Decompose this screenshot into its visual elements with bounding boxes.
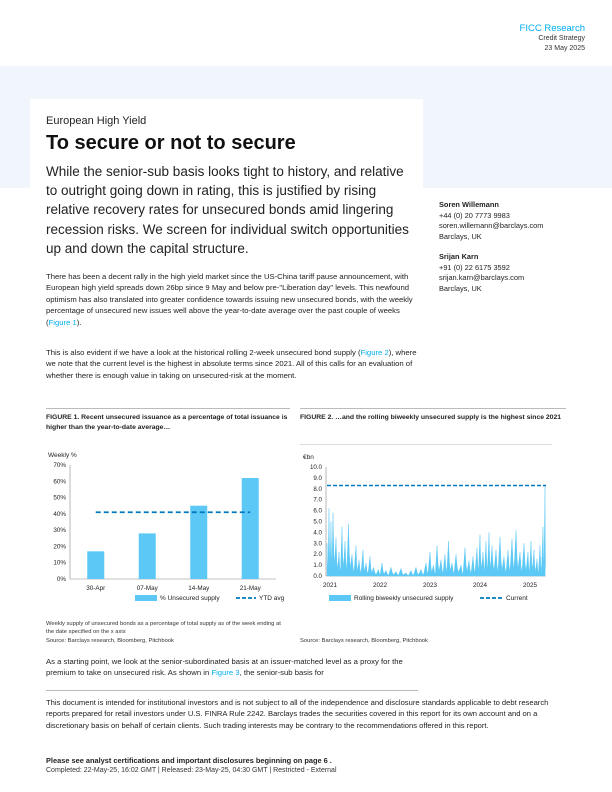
figure-1-source: Source: Barclays research, Bloomberg, Pitchbook [46,638,174,644]
bar [87,551,104,579]
figure-2-rule [300,408,566,409]
y-tick-label: 0% [56,576,66,583]
author-phone: +44 (0) 20 7773 9983 [439,210,510,220]
bar [190,506,207,579]
y-tick-label: 8.0 [313,485,322,493]
legend-label-area: Rolling biweekly unsecured supply [354,595,454,602]
author-name: Soren Willemann [439,200,499,209]
y-tick-label: 9.0 [313,474,322,482]
document-meta: Completed: 22-May-25, 16:02 GMT | Released: 23-May-25, 04:30 GMT | Restricted - External [46,767,337,774]
figure-1-label: FIGURE 1. [46,414,80,421]
body-paragraph-2 [46,347,418,381]
author-org: Barclays, UK [439,283,482,293]
x-tick-label: 30-Apr [86,585,106,592]
x-tick-label: 2024 [472,582,488,589]
x-tick-label: 07-May [136,585,158,592]
x-tick-label: 2025 [522,582,538,589]
para1-text: There has been a decent rally in the high yield market since the US-China tariff pause announcement, with European high yield spreads down 26bp since 9 May and below pre-"Liberation day" levels. This newfound optimism has also translated into greater confidence towards issuing new unsecured bonds, with the weekly percentage of unsecured new issues well above the year-to-date average over the past couple of weeks ( [46,272,413,327]
x-tick-label: 14-May [188,585,210,592]
figure-2-link[interactable]: Figure 2 [360,348,389,357]
figure-1-title-text: Recent unsecured issuance as a percentage of total issuance is higher than the year-to-date average… [46,414,288,431]
y-axis-unit: Weekly % [48,452,77,459]
figure-1-chart [40,447,290,615]
brand-label: FICC Research [519,23,585,34]
para2-pre: This is also evident if we have a look at the historical rolling 2-week unsecured bond supply ( [46,348,361,357]
author-phone: +91 (0) 22 6175 3592 [439,262,510,272]
para2-text: ), where we note that the current level is the highest in absolute terms since 2021. All of this calls for an evaluation of whether there is enough value in taking on unsecured-risk at the moment. [46,348,417,380]
author-org: Barclays, UK [439,231,482,241]
legend-label-current: Current [506,595,528,602]
figure-1-title [46,413,290,432]
y-tick-label: 3.0 [313,540,322,548]
x-tick-label: 2023 [422,582,438,589]
legend-swatch-area [329,595,351,601]
y-tick-label: 10% [53,559,66,567]
y-tick-label: 40% [53,510,66,518]
y-tick-label: 60% [53,478,66,486]
body-paragraph-1 [46,271,418,328]
body-paragraph-3 [46,656,418,679]
y-tick-label: 7.0 [313,496,322,504]
disclosure-note: Please see analyst certifications and important disclosures beginning on page 6 . [46,756,332,765]
y-tick-label: 4.0 [313,529,322,537]
y-tick-label: 5.0 [313,518,322,526]
disclaimer-rule [46,690,418,691]
author-email[interactable]: srijan.karn@barclays.com [439,273,525,282]
figure-2-source: Source: Barclays research, Bloomberg, Pitchbook [300,638,428,644]
para1-end: ). [76,317,82,327]
section-label: Credit Strategy [538,35,585,42]
figure-3-link[interactable]: Figure 3 [211,668,240,678]
y-tick-label: 10.0 [309,464,322,471]
legend-label-avg: YTD avg [259,595,285,602]
disclaimer-text: This document is intended for institutional investors and is not subject to all of the independence and disclosure standards applicable to debt research reports prepared for retail investors under U.S. FINRA Rule 2242. Barclays trades the securities covered in this report for its own account and on a discretionary basis on behalf of certain clients. Such trading interests may be contrary to the recommendations offered in this report. [46,698,549,730]
figure-2-title [300,413,566,423]
y-tick-label: 6.0 [313,507,322,515]
x-tick-label: 2021 [322,582,338,589]
bar [242,478,259,579]
figure-2-title-text: …and the rolling biweekly unsecured supply is the highest since 2021 [335,414,562,421]
y-tick-label: 30% [53,527,66,535]
y-axis-unit: €bn [303,454,314,461]
report-date: 23 May 2025 [544,45,585,52]
y-tick-label: 50% [53,494,66,502]
figure-1-rule [46,408,290,409]
supply-area [327,486,546,577]
figure-2-label: FIGURE 2. [300,414,334,421]
para3-text: As a starting point, we look at the senior-subordinated basis at an issuer-matched level as a proxy for the premium to take on unsecured risk. As shown in [46,657,403,678]
x-tick-label: 2022 [372,582,388,589]
y-tick-label: 70% [53,462,66,469]
report-header [520,23,585,54]
figure-2-chart [296,447,556,615]
y-tick-label: 20% [53,543,66,551]
authors-block [439,200,543,294]
figure-1-note: Weekly supply of unsecured bonds as a percentage of total supply as of the week ending at the date specified on the x axis [46,621,281,635]
y-tick-label: 2.0 [313,551,322,559]
lead-paragraph: While the senior-sub basis looks tight to history, and relative to outright going down in rating, this is justified by rising relative recovery rates for unsecured bonds amid lingering recession risks. We screen for individual switch opportunities up and down the capital structure. [46,164,409,256]
figure-1-link[interactable]: Figure 1 [48,317,77,327]
author-name: Srijan Karn [439,252,479,261]
author-email[interactable]: soren.willemann@barclays.com [439,221,544,230]
y-tick-label: 1.0 [313,562,322,570]
para3-end: , the senior-sub basis for [239,668,324,678]
bar [139,533,156,579]
y-tick-label: 0.0 [313,573,322,580]
legend-swatch-bars [135,595,157,601]
figure-2-subrule [300,444,552,445]
report-kicker: European High Yield [46,115,147,127]
report-title: To secure or not to secure [46,132,296,154]
x-tick-label: 21-May [239,585,261,592]
legend-label-bars: % Unsecured supply [160,595,220,602]
